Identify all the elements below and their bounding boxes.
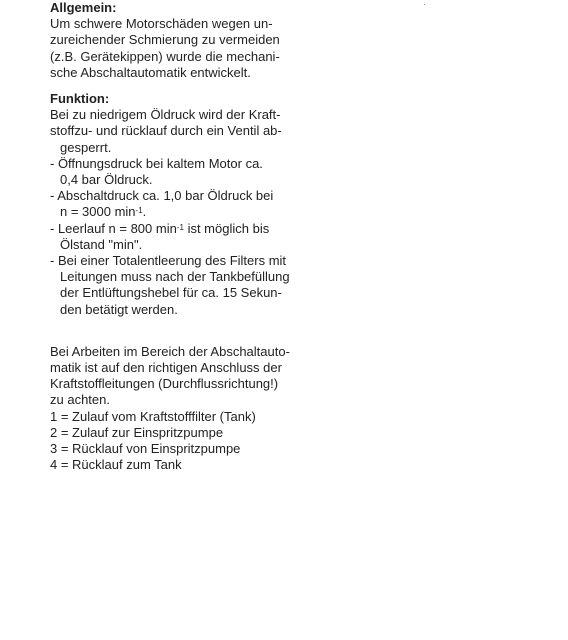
section-allgemein xyxy=(50,0,320,81)
text-line: Ölstand "min". xyxy=(60,236,143,252)
bullet-oeffnungsdruck: - Öffnungsdruck bei kaltem Motor ca. xyxy=(50,155,263,171)
text-line: Um schwere Motorschäden wegen un- xyxy=(50,16,273,32)
text-line: (z.B. Gerätekippen) wurde die mechani- xyxy=(50,48,280,64)
bullet-leerlauf xyxy=(50,221,320,237)
text-line: den betätigt werden. xyxy=(60,301,178,317)
note-paragraph xyxy=(50,344,320,409)
text-line: stoffzu- und rücklauf durch ein Ventil ab- xyxy=(50,123,282,139)
text-line: 0,4 bar Öldruck. xyxy=(60,172,153,188)
text-line: Leitungen muss nach der Tankbefüllung xyxy=(60,269,290,285)
text-line: der Entlüftungshebel für ca. 15 Sekun- xyxy=(60,285,282,301)
text-line: Kraftstoffleitungen (Durchflussrichtung!) xyxy=(50,376,279,392)
section-funktion xyxy=(50,91,320,318)
text-line: zureichender Schmierung zu vermeiden xyxy=(50,32,280,48)
document-body xyxy=(50,0,320,473)
legend-list xyxy=(50,409,320,474)
bullet-abschaltdruck: - Abschaltdruck ca. 1,0 bar Öldruck bei xyxy=(50,188,274,204)
text-line: Bei zu niedrigem Öldruck wird der Kraft- xyxy=(50,107,281,123)
text-line: gesperrt. xyxy=(60,139,112,155)
heading-allgemein: Allgemein: xyxy=(50,0,117,15)
scan-speck xyxy=(424,4,425,5)
text-line: Bei Arbeiten im Bereich der Abschaltauto- xyxy=(50,343,290,359)
legend-item: 2 = Zulauf zur Einspritzpumpe xyxy=(50,424,224,440)
rpm-value: n = 3000 min xyxy=(60,204,136,220)
text-line: zu achten. xyxy=(50,392,110,408)
exponent: -1 xyxy=(176,222,184,232)
bullet-totalentleerung: - Bei einer Totalentleerung des Filters mit xyxy=(50,253,287,269)
text-line: sche Abschaltautomatik entwickelt. xyxy=(50,64,251,80)
idle-text-cont: ist möglich bis xyxy=(183,220,270,236)
legend-item: 4 = Rücklauf zum Tank xyxy=(50,457,182,473)
text-line xyxy=(50,204,320,220)
legend-item: 3 = Rücklauf von Einspritzpumpe xyxy=(50,441,241,457)
exponent: -1 xyxy=(135,206,143,216)
heading-funktion: Funktion: xyxy=(50,91,110,107)
punctuation: . xyxy=(142,204,147,220)
legend-item: 1 = Zulauf vom Kraftstofffilter (Tank) xyxy=(50,408,256,424)
idle-text: - Leerlauf n = 800 min xyxy=(50,220,177,236)
text-line: matik ist auf den richtigen Anschluss der xyxy=(50,360,282,376)
